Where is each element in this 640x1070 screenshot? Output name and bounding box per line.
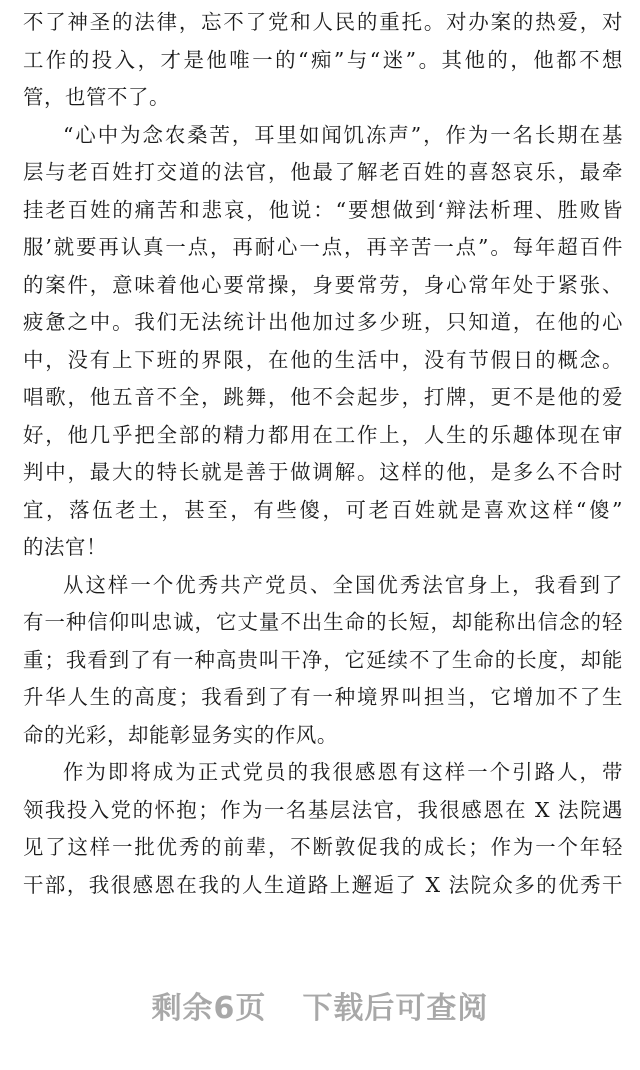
- text-line: 中，没有上下班的界限，在他的生活中，没有节假日的概念。: [23, 347, 623, 372]
- text-line: 升华人生的高度；我看到了有一种境界叫担当，它增加不了生: [23, 685, 623, 709]
- text-line: 重；我看到了有一种高贵叫干净，它延续不了生命的长度，却能: [23, 647, 623, 672]
- text-line: 领我投入党的怀抱；作为一名基层法官，我很感恩在 X 法院遇: [23, 797, 623, 822]
- text-line: 挂老百姓的痛苦和悲哀，他说：“要想做到‘辩法析理、胜败皆: [23, 197, 623, 222]
- download-prompt: [0, 983, 640, 1027]
- text-line: 好，他几乎把全部的精力都用在工作上，人生的乐趣体现在审: [23, 422, 623, 447]
- text-line: 工作的投入，才是他唯一的“痴”与“迷”。其他的，他都不想: [23, 47, 623, 72]
- text-line: 宜，落伍老土，甚至，有些傻，可老百姓就是喜欢这样“傻”: [23, 497, 623, 522]
- text-line: 作为即将成为正式党员的我很感恩有这样一个引路人，带: [63, 760, 623, 784]
- text-line: “心中为念农桑苦，耳里如闻饥冻声”，作为一名长期在基: [63, 122, 623, 147]
- remaining-pages-label: 剩余6页: [151, 991, 267, 1026]
- text-line: 疲惫之中。我们无法统计出他加过多少班，只知道，在他的心: [23, 310, 623, 334]
- text-line: 不了神圣的法律，忘不了党和人民的重托。对办案的热爱，对: [23, 10, 623, 34]
- text-line: 管，也管不了。: [23, 85, 170, 109]
- text-line: 的法官！: [23, 535, 107, 559]
- text-line: 层与老百姓打交道的法官，他最了解老百姓的喜怒哀乐，最牵: [23, 160, 623, 184]
- text-line: 判中，最大的特长就是善于做调解。这样的他，是多么不合时: [23, 460, 623, 484]
- text-line: 命的光彩，却能彰显务实的作风。: [23, 722, 338, 747]
- text-line: 的案件，意味着他心要常操，身要常劳，身心常年处于紧张、: [23, 272, 623, 297]
- text-line: 干部，我很感恩在我的人生道路上邂逅了 X 法院众多的优秀干: [23, 872, 623, 897]
- text-line: 服’就要再认真一点，再耐心一点，再辛苦一点”。每年超百件: [23, 235, 623, 259]
- download-to-view-label: 下载后可查阅: [302, 991, 489, 1026]
- text-line: 唱歌，他五音不全，跳舞，他不会起步，打牌，更不是他的爱: [23, 385, 623, 409]
- text-line: 有一种信仰叫忠诚，它丈量不出生命的长短，却能称出信念的轻: [23, 610, 623, 634]
- text-line: 从这样一个优秀共产党员、全国优秀法官身上，我看到了: [63, 572, 623, 597]
- text-line: 见了这样一批优秀的前辈，不断敦促我的成长；作为一个年轻: [23, 835, 623, 859]
- document-body: [23, 4, 623, 904]
